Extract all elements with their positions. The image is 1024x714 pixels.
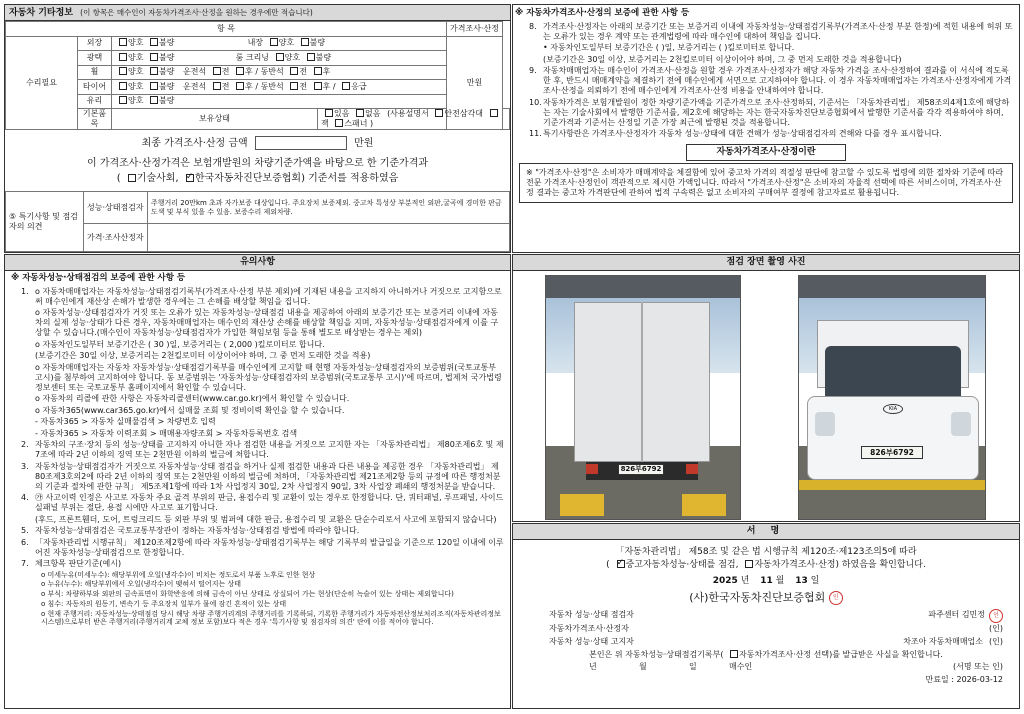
list-item: 8. 가격조사·산정자는 아래의 보증기간 또는 보증거리 이내에 자동차성능·상태점검기록부(가격조사·산정 부분 한정)에 적힌 내용에 허위 또는 오류가 있는 경우 계약 또는 관계법령에 따라 매수인에 대하여 책임을 집니다. (529, 21, 1013, 41)
special-perf-label: 성능·상태점검자 (84, 192, 148, 224)
row-exterior: 외장 (78, 36, 112, 51)
rear-photo (545, 275, 741, 520)
list-item: o 자동차의 리콜에 관한 사항은 자동차리콜센터(www.car.go.kr)에서 확인할 수 있습니다. (35, 394, 350, 404)
checkbox[interactable] (356, 109, 364, 117)
sign-panel (512, 523, 1020, 709)
checkbox[interactable] (119, 38, 127, 46)
list-item: 7. 체크항목 판단기준(예시) (21, 559, 122, 569)
photo-panel (512, 254, 1020, 522)
basic-values: 있음 없음 (사용설명서 안전삼각대 잭 스패너 ) (318, 109, 503, 130)
price-guarantee-list (519, 22, 1013, 140)
list-item: 4. ㉮ 사고이력 인정은 사고로 자동차 주요 골격 부위의 판금, 용접수리 및 교환이 있는 경우로 한정합니다. 단, 쿼터패널, 루프패널, 사이드실패널 부위는 절단, 용접 시에만 사고로 표기합니다. (21, 493, 504, 513)
sign-law-line: 「자동차관리법」 제58조 및 같은 법 시행규칙 제120조·제123조의5에 따라 (615, 547, 917, 557)
notice-panel (4, 254, 511, 709)
inspector-seal-icon: 인 (989, 609, 1003, 623)
checkbox-receipt[interactable] (730, 650, 738, 658)
final-price-block (5, 130, 510, 151)
special-table (5, 191, 510, 252)
special-price-text (148, 224, 510, 252)
front-photo: KIA 826부6792 (798, 275, 986, 520)
checkbox[interactable] (119, 82, 127, 90)
row-glass-values: 양호 불량 (112, 94, 447, 109)
row-wheel-values: 양호 불량 운전석 전 후 / 동반석 전 후 (112, 65, 447, 80)
criteria-item: o 부식: 차량하부와 외판의 금속표면이 화학반응에 의해 금속이 아닌 상태로 상실되어 가는 현상(단순히 녹슬어 있는 상태는 제외합니다) (41, 590, 454, 599)
final-price-label: 최종 가격조사·산정 금액 (141, 138, 248, 149)
checkbox[interactable] (119, 96, 127, 104)
checkbox[interactable] (335, 119, 343, 127)
basis-block (5, 151, 510, 186)
etc-info-header (5, 5, 510, 21)
criteria-list (11, 571, 504, 628)
etc-info-panel (4, 4, 511, 253)
list-item: 3. 자동차성능·상태점검자가 거짓으로 자동차성능·상태 점검을 하거나 실제 점검한 내용과 다른 내용을 제공한 경우 「자동차관리법」 제80조제3호의2에 따라 2년 이하의 징역 또는 2천만원 이하의 벌금에 처하며, 「자동차관리법 제21조제2항 등의 규정에 따른 행정처분의 기준과 절차에 관한 규칙」 제5조제1항에 따라 1차 사업정지 30일, 2차 사업정지 90일, 3차 사업장 폐쇄의 행정처분을 받습니다. (21, 461, 501, 491)
checkbox[interactable] (119, 53, 127, 61)
price-guarantee-title: ※ 자동차가격조사·산정의 보증에 관한 사항 등 (515, 8, 690, 18)
basic-own: 보유상태 (112, 109, 318, 130)
checkbox[interactable] (150, 53, 158, 61)
checkbox[interactable] (314, 82, 322, 90)
list-item: 2. 자동차의 구조·장치 등의 성능·상태를 고지하지 아니한 자나 점검한 내용을 거짓으로 고지한 자는 「자동차관리법」 제80조제6호 및 제7조에 따라 2년 이하의 징역 또는 2천만원 이하의 벌금에 처합니다. (21, 440, 504, 460)
list-item: - 자동차365 > 자동차 이력조회 > 매매용자량조회 > 자동차등록번호 검색 (35, 428, 298, 438)
receipt-line: 본인은 위 자동차성능·상태점검기록부( 자동차가격조사·산정 선택)를 발급받은 사실을 확인합니다. (589, 649, 943, 659)
sign-date: 2025 년 11 월 13 일 (712, 576, 820, 587)
checkbox-perf[interactable] (617, 560, 625, 568)
notice-list (11, 287, 504, 570)
price-row: 자동차가격조사·산정자 (인) (549, 624, 1003, 634)
checkbox[interactable] (290, 67, 298, 75)
checkbox-kaa[interactable] (186, 174, 194, 182)
repair-label: 수리필요 (6, 36, 78, 130)
criteria-item: o 침수: 자동차의 원동기, 변속기 등 주요장치 일부가 물에 잠긴 흔적이 있는 상태 (41, 599, 287, 608)
checkbox[interactable] (290, 82, 298, 90)
price-box-title: 자동차가격조사·산정이란 (686, 144, 846, 161)
row-gloss: 광택 (78, 51, 112, 66)
basis-line1: 이 가격조사·산정가격은 보험개발원의 차량기준가액을 바탕으로 한 기준가격과 (86, 157, 429, 169)
price-unit: 만원 (446, 36, 502, 130)
row-glass: 유리 (78, 94, 112, 109)
checkbox[interactable] (490, 109, 498, 117)
photo-header: 점검 장면 촬영 사진 (513, 255, 1019, 271)
checkbox[interactable] (150, 67, 158, 75)
checkbox[interactable] (213, 82, 221, 90)
etc-info-title: 자동차 기타정보 (9, 8, 73, 18)
special-label: ⑤ 특기사항 및 점검자의 의견 (6, 192, 84, 252)
list-item: 10. 자동차가격은 보험개발원이 정한 차량기준가액을 기준가격으로 조사·산정하되, 기준서는 「자동차관리법」 제58조의4제1호에 해당하는 자는 기술사회에서 발행한 기준서를, 제2호에 해당하는 자는 한국자동차진단보증협회에서 발행한 기준서를 각각 적용하여야 하며, 기준가격과 기준서는 산정일 기준 가장 최근에 발행된 것을 적용합니다. (529, 97, 1010, 127)
row-tire-values: 양호 불량 운전석 전 후 / 동반석 전 후 / 응급 (112, 80, 447, 95)
final-price-box (255, 136, 347, 150)
checkbox[interactable] (342, 82, 350, 90)
list-item: (보증기간은 30일 이상, 보증거리는 2천킬로미터 이상이어야 하며, 그 중 먼저 도래한 것을 적용) (35, 351, 371, 361)
notifier-row: 자동차 성능·상태 고지자 차조아 자동차매매업소 (인) (549, 636, 1003, 646)
basis-line2: ( 기술사회, ✓ 한국자동차진단보증협회) 기준서를 적용하였음 (5, 171, 510, 186)
sign-check-line: ( ✓ 중고자동차성능·상태를 점검, 자동차가격조사·산정) 하였음을 확인합니다. (513, 559, 1019, 572)
list-item: • 자동차인도일부터 보증기간은 ( )일, 보증거리는 ( )킬로미터로 합니다. (543, 43, 795, 53)
basic-label: 기본품목 (78, 109, 112, 130)
org-seal-icon: 인 (829, 591, 843, 605)
checkbox[interactable] (119, 67, 127, 75)
final-price-unit: 만원 (354, 138, 374, 149)
notice-header: 유의사항 (5, 255, 510, 271)
criteria-item: o 미세누유(미세누수): 해당부위에 오일(냉각수)이 비치는 정도로서 부품 노후로 인한 현상 (41, 570, 316, 579)
checkbox[interactable] (150, 82, 158, 90)
col-item: 항 목 (6, 22, 447, 37)
buyer-row: 년 월 일 매수인 (서명 또는 인) (589, 662, 1003, 672)
checkbox[interactable] (314, 67, 322, 75)
list-item: - 자동차365 > 자동차 실매물검색 > 차량번호 입력 (35, 417, 216, 427)
list-item: 1. o 자동차매매업자는 자동차성능·상태점검기록부(가격조사·산정 부분 제외)에 기재된 내용을 고지하지 아니하거나 거짓으로 고지함으로써 매수인에게 재산상 손해가 발생한 경우에는 그 손해를 배상할 책임을 집니다. (21, 286, 502, 306)
checkbox[interactable] (301, 38, 309, 46)
list-item: (보증기간은 30일 이상, 보증거리는 2천킬로미터 이상이어야 하며, 그 중 먼저 도래한 것을 적용합니다) (543, 54, 902, 64)
special-perf-text: 주행거리 20만km 초과 자가보증 대상입니다. 주요장치 보증제외. 중고차 특성상 부분적인 외판,굴곡에 경미한 판금 도색 및 부식 있을 수 있음. 보증수리 제외차량. (148, 192, 510, 224)
etc-info-table (5, 21, 510, 130)
col-price: 가격조사·산정 (446, 22, 502, 37)
checkbox-price[interactable] (745, 560, 753, 568)
list-item: o 자동차365(www.car365.go.kr)에서 실매물 조회 및 정비이력 확인을 할 수 있습니다. (35, 405, 345, 415)
sign-org: (사)한국자동차진단보증협회 인 (513, 590, 1019, 606)
checkbox[interactable] (150, 96, 158, 104)
row-gloss-values: 양호 불량 룸 크리닝 양호 불량 (112, 51, 447, 66)
criteria-item: o 현재 주행거리: 자동차성능·상태점검 당시 해당 차량 주행거리계의 주행거리를 기록하되, 기록한 주행거리가 자동차전산정보처리조직(자동차관리정보시스템)으로부터 받은 주행거리(주행거리계 교체 정보 포함)보다 적은 경우 '특기사항 및 점검자의 의견' 란에 이를 적어야 합니다. (41, 609, 501, 627)
etc-info-note: (이 항목은 매수인이 자동차가격조사·산정을 원하는 경우에만 적습니다) (80, 8, 313, 17)
checkbox[interactable] (276, 53, 284, 61)
perf-inspector-row: 자동차 성능·상태 점검자 파주센터 김민정 인 (549, 609, 1003, 623)
front-plate: 826부6792 (861, 446, 923, 459)
list-item: 5. 자동차성능·상태점검은 국토교통부장관이 정하는 자동차성능·상태점검 방법에 따라야 합니다. (21, 526, 360, 536)
checkbox[interactable] (236, 67, 244, 75)
notice-sub-title: ※ 자동차성능·상태점검의 보증에 관한 사항 등 (11, 273, 186, 283)
checkbox[interactable] (236, 82, 244, 90)
row-room: 룸 크리닝 (235, 52, 270, 62)
checkbox[interactable] (270, 38, 278, 46)
row-tire: 타이어 (78, 80, 112, 95)
row-exterior-values: 양호 불량 내장 양호 불량 (112, 36, 447, 51)
list-item: o 자동차인도일부터 보증기간은 ( 30 )일, 보증거리는 ( 2,000 )킬로미터로 합니다. (35, 339, 325, 349)
row-interior: 내장 (247, 38, 264, 48)
list-item: 6. 「자동차관리법 시행규칙」 제120조제2항에 따라 자동차성능·상태점검기록부는 해당 기록부의 발급일을 기준으로 120일 이내에 이루어진 자동차성능·상태점검으로 한정합니다. (21, 537, 504, 557)
special-price-label: 가격·조사산정자 (84, 224, 148, 252)
checkbox[interactable] (435, 109, 443, 117)
checkbox-tech[interactable] (128, 174, 136, 182)
list-item: (후드, 프론트휀더, 도어, 트렁크리드 등 외판 부위 및 범퍼에 대한 판금, 용접수리 및 교환은 단순수리로서 사고에 포함되지 않습니다) (35, 514, 497, 524)
price-box-text: ※ "가격조사·산정"은 소비자가 매매계약을 체결함에 있어 중고차 가격의 적절성 판단에 참고할 수 있도록 법령에 의한 절차와 기준에 따라 전문 가격조사·산정인이 객관적으로 제시한 가액입니다. 따라서 "가격조사·산정"은 소비자의 자율적 선택에 따른 서비스이며, 가격조사·산정 결과는 중고차 가격판단에 관하여 법적 구속력은 없고 소비자의 구매여부 결정에 참고자료로 활용됩니다. (519, 163, 1013, 203)
list-item: o 자동차매매업자는 자동차 자동차성능·상태점검기록부를 매수인에게 고지할 때 현행 자동차성능·상태점검자의 보증범위(국토교통부 고시)를 첨부하여 고지하여야 합니다. 동 보증범위는 '자동차성능·상태점검자의 보증범위(국토교통부 고시)'에 따르며, 법제처 국가법령정보센터 또는 국토교통부 홈페이지에서 확인할 수 있습니다. (35, 362, 502, 392)
rear-plate: 826부6792 (618, 464, 664, 475)
criteria-item: o 누유(누수): 해당부위에서 오일(냉각수)이 맺혀서 떨어지는 상태 (41, 580, 241, 589)
checkbox[interactable] (325, 109, 333, 117)
checkbox[interactable] (307, 53, 315, 61)
list-item: o 자동차성능·상태점검자가 거짓 또는 오류가 있는 자동차성능·상태점검 내용을 제공하여 아래의 보증기간 또는 보증거리 이내에 자동차의 실제 성능·상태가 다른 경우, 자동차매매업자는 매수인의 재산상 손해를 배상할 책임을 지며, 자동차성능·상태점검자에게 이를 구상할 수 있습니다.(매수인이 자동차성능·상태점검자가 가입한 책임보험 등을 통해 별도로 배상받는 경우는 제외) (35, 308, 499, 338)
expiry: 만료일 : 2026-03-12 (925, 675, 1003, 685)
checkbox[interactable] (150, 38, 158, 46)
list-item: 11. 특기사항란은 가격조사·산정자가 자동차 성능·상태에 대한 견해가 성능·상태점검자의 견해와 다를 경우 표시합니다. (529, 129, 942, 139)
checkbox[interactable] (213, 67, 221, 75)
sign-header: 서 명 (513, 524, 1019, 540)
price-guarantee-panel (512, 4, 1020, 253)
list-item: 9. 자동차매매업자는 매수인이 가격조사·산정을 원할 경우 가격조사·산정자가 해당 자동차 가격을 조사·산정하여 결과를 이 서식에 적도록 한 후, 반드시 매매계약을 체결하기 전에 매수인에게 서면으로 고지하여야 합니다. 이 경우 자동차매매업자는 가격조사·산정자에게 가격조사·산정을 의뢰하기 전에 매수인에게 가격조사·산정 비용을 안내하여야 합니다. (529, 66, 1012, 96)
row-wheel: 휠 (78, 65, 112, 80)
